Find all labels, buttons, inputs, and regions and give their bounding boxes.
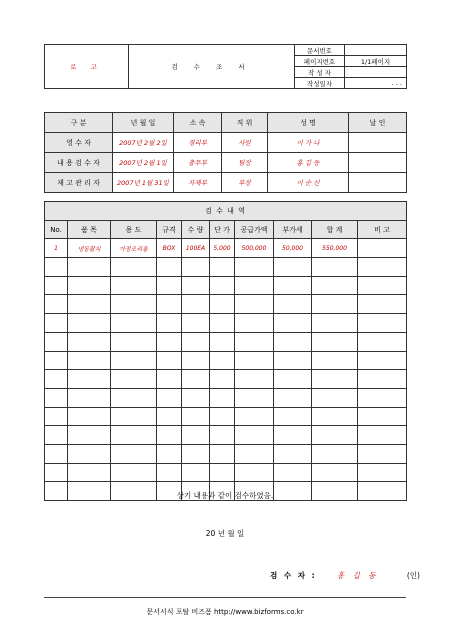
signer-dept[interactable]: 총무부 — [174, 153, 222, 173]
item-vat[interactable]: 50,000 — [274, 239, 312, 258]
item-row — [45, 370, 407, 389]
signer-name[interactable]: 홍 길 동 — [268, 153, 349, 173]
item-unit-price[interactable] — [210, 426, 235, 445]
item-row — [45, 407, 407, 426]
date-line: 20 년 월 일 — [205, 529, 245, 538]
item-quantity[interactable] — [182, 258, 210, 277]
item-unit-price[interactable] — [210, 370, 235, 389]
signer-stamp[interactable] — [349, 173, 407, 193]
item-vat[interactable] — [274, 351, 312, 370]
item-unit-price[interactable] — [210, 351, 235, 370]
item-spec[interactable] — [157, 295, 182, 314]
document-title: 검 수 조 서 — [129, 45, 295, 89]
item-spec[interactable] — [157, 426, 182, 445]
item-supply-amount[interactable] — [235, 370, 274, 389]
item-unit-price[interactable] — [210, 463, 235, 482]
logo-cell: 로 고 — [45, 45, 129, 89]
item-quantity[interactable] — [182, 407, 210, 426]
item-supply-amount[interactable] — [235, 407, 274, 426]
items-header-row — [45, 220, 407, 239]
signer-dept[interactable]: 경리부 — [174, 133, 222, 153]
author-value[interactable] — [345, 67, 407, 78]
item-total[interactable] — [312, 314, 358, 333]
item-no[interactable] — [45, 444, 68, 463]
col-header-supply-amount: 공급가액 — [235, 220, 274, 239]
item-unit-price[interactable] — [210, 295, 235, 314]
item-quantity[interactable] — [182, 295, 210, 314]
item-vat[interactable] — [274, 295, 312, 314]
item-total[interactable] — [312, 463, 358, 482]
item-vat[interactable] — [274, 444, 312, 463]
item-unit-price[interactable] — [210, 314, 235, 333]
item-spec[interactable] — [157, 444, 182, 463]
item-name[interactable] — [68, 314, 111, 333]
item-supply-amount[interactable] — [235, 276, 274, 295]
col-header-total: 합 계 — [312, 220, 358, 239]
col-header-no: No. — [45, 220, 68, 239]
item-unit-price[interactable] — [210, 407, 235, 426]
item-quantity[interactable]: 100EA — [182, 239, 210, 258]
item-supply-amount[interactable] — [235, 351, 274, 370]
inspector-name[interactable]: 홍 길 동 — [336, 571, 379, 580]
item-vat[interactable] — [274, 258, 312, 277]
item-total[interactable] — [312, 276, 358, 295]
signers-header-row — [45, 113, 407, 133]
item-name[interactable] — [68, 370, 111, 389]
signers-header-role: 구 분 — [45, 113, 113, 133]
item-supply-amount[interactable] — [235, 295, 274, 314]
item-no[interactable] — [45, 426, 68, 445]
item-total[interactable] — [312, 388, 358, 407]
item-name[interactable] — [68, 332, 111, 351]
item-row — [45, 444, 407, 463]
col-header-item: 품 목 — [68, 220, 111, 239]
signer-role: 영 수 자 — [45, 133, 113, 153]
signer-position[interactable]: 부장 — [222, 173, 268, 193]
item-total[interactable] — [312, 332, 358, 351]
item-supply-amount[interactable] — [235, 444, 274, 463]
inspector-line — [270, 570, 420, 581]
item-total[interactable] — [312, 295, 358, 314]
signer-dept[interactable]: 자재부 — [174, 173, 222, 193]
item-quantity[interactable] — [182, 370, 210, 389]
date-label: 작성일자 — [295, 78, 345, 89]
item-purpose[interactable] — [111, 370, 157, 389]
item-remarks[interactable] — [358, 370, 407, 389]
item-remarks[interactable] — [358, 463, 407, 482]
item-total[interactable] — [312, 426, 358, 445]
item-spec[interactable] — [157, 463, 182, 482]
item-row — [45, 276, 407, 295]
section-title: 검 수 내 역 — [45, 202, 407, 221]
item-remarks[interactable] — [358, 444, 407, 463]
item-total[interactable] — [312, 370, 358, 389]
item-purpose[interactable] — [111, 258, 157, 277]
item-purpose[interactable] — [111, 407, 157, 426]
item-vat[interactable] — [274, 314, 312, 333]
item-spec[interactable] — [157, 388, 182, 407]
item-name[interactable] — [68, 258, 111, 277]
item-total[interactable] — [312, 258, 358, 277]
item-name[interactable]: 냉동활치 — [68, 239, 111, 258]
item-no[interactable] — [45, 314, 68, 333]
item-no[interactable] — [45, 258, 68, 277]
col-header-purpose: 용 도 — [111, 220, 157, 239]
item-name[interactable] — [68, 444, 111, 463]
header-table — [44, 44, 407, 89]
item-supply-amount[interactable] — [235, 314, 274, 333]
item-row — [45, 351, 407, 370]
item-remarks[interactable] — [358, 239, 407, 258]
signer-date[interactable]: 2007년 2월 2일 — [113, 133, 174, 153]
signers-header-position: 직 위 — [222, 113, 268, 133]
item-remarks[interactable] — [358, 351, 407, 370]
item-vat[interactable] — [274, 370, 312, 389]
page-number-value[interactable]: 1/1페이지 — [345, 56, 407, 67]
item-name[interactable] — [68, 426, 111, 445]
signer-name[interactable]: 이 순 신 — [268, 173, 349, 193]
item-purpose[interactable]: 가정조리용 — [111, 239, 157, 258]
item-row — [45, 295, 407, 314]
col-header-quantity: 수 량 — [182, 220, 210, 239]
item-spec[interactable] — [157, 351, 182, 370]
item-purpose[interactable] — [111, 314, 157, 333]
item-no[interactable] — [45, 388, 68, 407]
item-no[interactable] — [45, 463, 68, 482]
signer-row — [45, 153, 407, 173]
item-purpose[interactable] — [111, 426, 157, 445]
item-quantity[interactable] — [182, 351, 210, 370]
item-unit-price[interactable] — [210, 444, 235, 463]
item-row — [45, 314, 407, 333]
item-purpose[interactable] — [111, 332, 157, 351]
item-unit-price[interactable]: 5,000 — [210, 239, 235, 258]
item-spec[interactable] — [157, 314, 182, 333]
item-vat[interactable] — [274, 426, 312, 445]
item-quantity[interactable] — [182, 426, 210, 445]
item-supply-amount[interactable] — [235, 463, 274, 482]
item-no[interactable] — [45, 370, 68, 389]
items-table — [44, 201, 407, 501]
item-vat[interactable] — [274, 463, 312, 482]
signers-header-stamp: 날 인 — [349, 113, 407, 133]
item-purpose[interactable] — [111, 276, 157, 295]
item-supply-amount[interactable]: 500,000 — [235, 239, 274, 258]
item-purpose[interactable] — [111, 463, 157, 482]
item-spec[interactable] — [157, 276, 182, 295]
item-quantity[interactable] — [182, 314, 210, 333]
footer-divider — [44, 597, 406, 598]
item-remarks[interactable] — [358, 258, 407, 277]
signer-row — [45, 173, 407, 193]
item-purpose[interactable] — [111, 388, 157, 407]
inspector-label: 검 수 자 : — [270, 571, 317, 580]
item-remarks[interactable] — [358, 276, 407, 295]
item-spec[interactable] — [157, 407, 182, 426]
page-number-label: 페이지번호 — [295, 56, 345, 67]
item-remarks[interactable] — [358, 388, 407, 407]
signer-date[interactable]: 2007년 1월 31일 — [113, 173, 174, 193]
signer-date[interactable]: 2007년 2월 1일 — [113, 153, 174, 173]
signer-name[interactable]: 이 가 나 — [268, 133, 349, 153]
item-no[interactable] — [45, 351, 68, 370]
item-remarks[interactable] — [358, 332, 407, 351]
signers-header-name: 성 명 — [268, 113, 349, 133]
item-unit-price[interactable] — [210, 276, 235, 295]
item-supply-amount[interactable] — [235, 258, 274, 277]
col-header-remarks: 비 고 — [358, 220, 407, 239]
signer-role: 내 용 검 수 자 — [45, 153, 113, 173]
confirm-statement: 상기 내용과 같이 검수하였음. — [176, 491, 274, 500]
item-row — [45, 388, 407, 407]
item-no[interactable]: 1 — [45, 239, 68, 258]
item-remarks[interactable] — [358, 426, 407, 445]
item-row — [45, 332, 407, 351]
item-no[interactable] — [45, 407, 68, 426]
item-no[interactable] — [45, 295, 68, 314]
item-remarks[interactable] — [358, 314, 407, 333]
date-value[interactable]: . . . — [345, 78, 407, 89]
item-total[interactable] — [312, 351, 358, 370]
author-label: 작 성 자 — [295, 67, 345, 78]
item-supply-amount[interactable] — [235, 332, 274, 351]
items-body — [45, 202, 407, 501]
item-vat[interactable] — [274, 332, 312, 351]
item-name[interactable] — [68, 388, 111, 407]
footer-text[interactable]: 문서서식 포탈 비즈폼 http://www.bizforms.co.kr — [146, 608, 304, 616]
item-name[interactable] — [68, 295, 111, 314]
item-spec[interactable] — [157, 332, 182, 351]
item-purpose[interactable] — [111, 444, 157, 463]
item-purpose[interactable] — [111, 295, 157, 314]
item-unit-price[interactable] — [210, 388, 235, 407]
item-quantity[interactable] — [182, 332, 210, 351]
item-quantity[interactable] — [182, 276, 210, 295]
item-name[interactable] — [68, 463, 111, 482]
item-no[interactable] — [45, 276, 68, 295]
item-vat[interactable] — [274, 388, 312, 407]
signer-stamp[interactable] — [349, 133, 407, 153]
item-unit-price[interactable] — [210, 258, 235, 277]
section-title-row — [45, 202, 407, 221]
item-remarks[interactable] — [358, 407, 407, 426]
item-name[interactable] — [68, 407, 111, 426]
item-total[interactable] — [312, 444, 358, 463]
item-remarks[interactable] — [358, 295, 407, 314]
doc-number-label: 문서번호 — [295, 45, 345, 56]
signer-position[interactable]: 사원 — [222, 133, 268, 153]
item-purpose[interactable] — [111, 351, 157, 370]
signer-role: 재 고 관 리 자 — [45, 173, 113, 193]
item-spec[interactable] — [157, 258, 182, 277]
item-supply-amount[interactable] — [235, 388, 274, 407]
inspector-seal: (인) — [406, 571, 420, 580]
doc-number-value[interactable] — [345, 45, 407, 56]
signer-stamp[interactable] — [349, 153, 407, 173]
item-quantity[interactable] — [182, 388, 210, 407]
item-name[interactable] — [68, 276, 111, 295]
item-vat[interactable] — [274, 276, 312, 295]
item-total[interactable] — [312, 407, 358, 426]
col-header-vat: 부가세 — [274, 220, 312, 239]
item-supply-amount[interactable] — [235, 426, 274, 445]
item-row — [45, 426, 407, 445]
signers-table — [44, 112, 407, 193]
item-vat[interactable] — [274, 407, 312, 426]
signer-row — [45, 133, 407, 153]
item-spec[interactable]: BOX — [157, 239, 182, 258]
item-row — [45, 239, 407, 258]
item-unit-price[interactable] — [210, 332, 235, 351]
signer-position[interactable]: 팀장 — [222, 153, 268, 173]
item-quantity[interactable] — [182, 444, 210, 463]
item-total[interactable]: 550,000 — [312, 239, 358, 258]
item-quantity[interactable] — [182, 463, 210, 482]
col-header-spec: 규격 — [157, 220, 182, 239]
item-name[interactable] — [68, 351, 111, 370]
item-row — [45, 258, 407, 277]
col-header-unit-price: 단 가 — [210, 220, 235, 239]
item-row — [45, 463, 407, 482]
item-no[interactable] — [45, 332, 68, 351]
item-spec[interactable] — [157, 370, 182, 389]
signers-header-dept: 소 속 — [174, 113, 222, 133]
signers-header-date: 년 월 일 — [113, 113, 174, 133]
